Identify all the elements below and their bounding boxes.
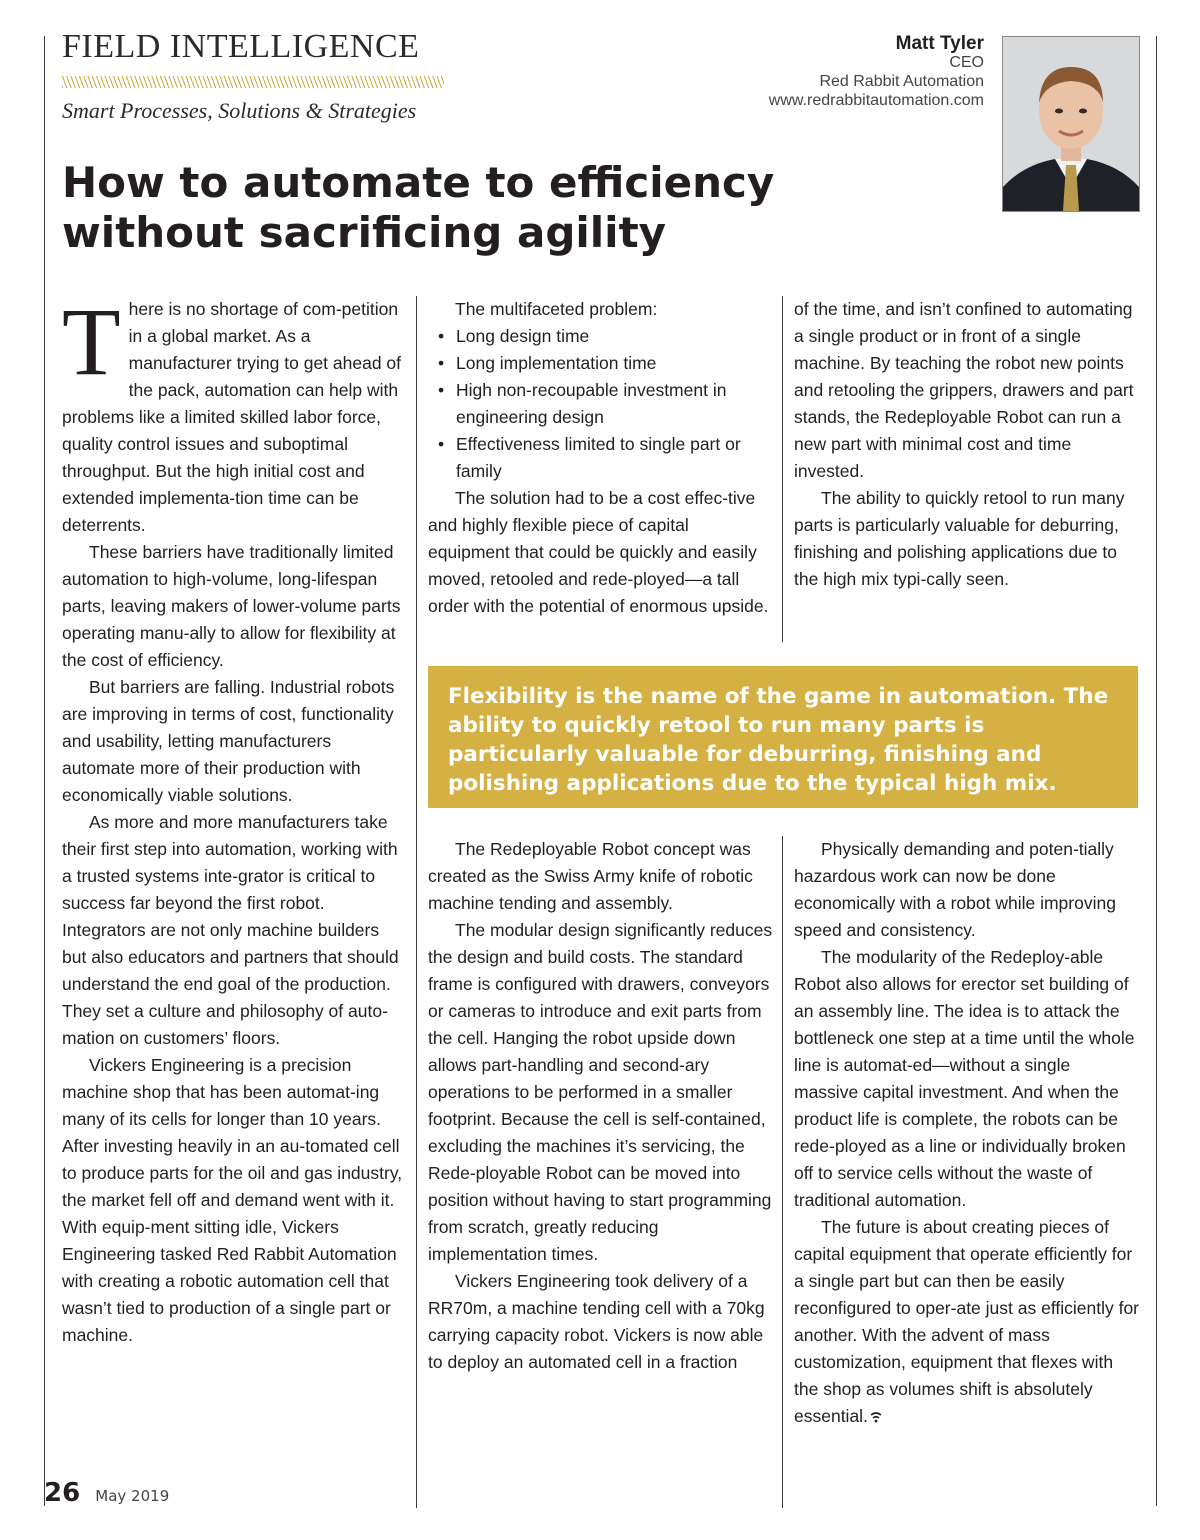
headline-line-1: How to automate to efficiency bbox=[62, 158, 775, 207]
paragraph bbox=[62, 288, 407, 539]
author-title: CEO bbox=[949, 54, 984, 71]
page-right-rule bbox=[1156, 36, 1157, 1506]
department-tagline: Smart Processes, Solutions & Strategies bbox=[62, 98, 417, 123]
author-block bbox=[769, 34, 984, 110]
department-title: FIELD INTELLIGENCE bbox=[62, 28, 420, 65]
article-headline bbox=[62, 158, 862, 258]
paragraph: The solution had to be a cost effec-tive and highly flexible piece of capital equipment that could be quickly and easily moved, retooled and rede-ployed—a tall order with the potential of enormous upside. bbox=[428, 488, 769, 616]
article-column-2-continued bbox=[428, 836, 773, 1376]
end-of-article-icon bbox=[870, 1411, 882, 1423]
author-name: Matt Tyler bbox=[895, 33, 984, 54]
article-column-1 bbox=[62, 288, 407, 1349]
list-intro: The multifaceted problem: bbox=[455, 299, 658, 319]
paragraph: As more and more manufacturers take their first step into automation, working with a trusted systems inte-grator is critical to success far beyond the first robot. Integrators are not only machine builders but also educators and partners that should understand the end goal of the production. They set a culture and philosophy of auto-mation on customers’ floors. bbox=[62, 812, 399, 1048]
article-column-3 bbox=[794, 296, 1139, 593]
page-footer bbox=[44, 1478, 169, 1508]
author-company: Red Rabbit Automation bbox=[819, 73, 984, 90]
column-divider-2-bottom bbox=[782, 836, 783, 1508]
drop-cap: T bbox=[62, 288, 121, 395]
page-left-rule bbox=[44, 36, 45, 1506]
article-column-3-continued bbox=[794, 836, 1139, 1430]
issue-date: May 2019 bbox=[95, 1487, 170, 1505]
headline-line-2: without sacrificing agility bbox=[62, 208, 667, 257]
column-divider-1 bbox=[416, 296, 417, 1508]
list-item: • Effectiveness limited to single part or family bbox=[456, 431, 773, 485]
article-column-2 bbox=[428, 296, 773, 620]
author-photo bbox=[1002, 36, 1140, 212]
paragraph: Physically demanding and poten-tially hazardous work can now be done economically with a robot while improving speed and consistency. bbox=[794, 839, 1116, 940]
column-divider-2-top bbox=[782, 296, 783, 642]
paragraph: Vickers Engineering is a precision machine shop that has been automat-ing many of its cells for longer than 10 years. After investing heavily in an au-tomated cell to produce parts for the oil and gas industry, the market fell off and demand went with it. With equip-ment sitting idle, Vickers Engineering tasked Red Rabbit Automation with creating a robotic automation cell that wasn’t tied to production of a single part or machine. bbox=[62, 1055, 403, 1345]
paragraph: The modularity of the Redeploy-able Robot also allows for erector set building of an assembly line. The idea is to attack the bottleneck one step at a time until the whole line is automat-ed—without a single massive capital investment. And when the product life is complete, the robots can be rede-ployed as a line or individually broken off to service cells without the waste of traditional automation. bbox=[794, 947, 1135, 1210]
pull-quote: Flexibility is the name of the game in automation. The ability to quickly retool to run many parts is particularly valuable for deburring, finishing and polishing applications due to the typical high mix. bbox=[428, 666, 1138, 808]
paragraph: The ability to quickly retool to run many parts is particularly valuable for deburring, finishing and polishing applications due to the high mix typi-cally seen. bbox=[794, 488, 1125, 589]
list-item: • Long implementation time bbox=[456, 350, 773, 377]
page-number: 26 bbox=[44, 1478, 81, 1508]
paragraph: The modular design significantly reduces the design and build costs. The standard frame is configured with drawers, conveyors or cameras to introduce and exit parts from the cell. Hanging the robot upside down allows part-handling and second-ary operations to be performed in a smaller footprint. Because the cell is self-contained, excluding the machines it’s servicing, the Rede-ployable Robot can be moved into position without having to start programming from scratch, greatly reducing implementation times. bbox=[428, 920, 773, 1264]
author-website[interactable]: www.redrabbitautomation.com bbox=[768, 92, 984, 109]
paragraph-text: here is no shortage of com-petition in a global market. As a manufacturer trying to get ahead of the pack, automation can help with problems like a limited skilled labor force, quality control issues and suboptimal throughput. But the high initial cost and extended implementa-tion time can be deterrents. bbox=[62, 299, 402, 535]
paragraph: of the time, and isn’t confined to automating a single product or in front of a single machine. By teaching the robot new points and retooling the grippers, drawers and part stands, the Redeployable Robot can run a new part with minimal cost and time invested. bbox=[794, 299, 1134, 481]
list-item: • Long design time bbox=[456, 323, 773, 350]
author-portrait-illustration bbox=[1003, 37, 1139, 211]
paragraph: But barriers are falling. Industrial robots are improving in terms of cost, functionality and usability, letting manufacturers automate more of their production with economically viable solutions. bbox=[62, 677, 395, 805]
paragraph: Vickers Engineering took delivery of a RR70m, a machine tending cell with a 70kg carrying capacity robot. Vickers is now able to deploy an automated cell in a fraction bbox=[428, 1271, 765, 1372]
list-item: • High non-recoupable investment in engineering design bbox=[456, 377, 773, 431]
decorative-hatch-rule bbox=[62, 76, 444, 88]
paragraph: These barriers have traditionally limited automation to high-volume, long-lifespan parts, leaving makers of lower-volume parts operating manu-ally to allow for flexibility at the cost of efficiency. bbox=[62, 542, 401, 670]
paragraph: The Redeployable Robot concept was created as the Swiss Army knife of robotic machine tending and assembly. bbox=[428, 839, 753, 913]
paragraph: The future is about creating pieces of capital equipment that operate efficiently for a single part but can then be easily reconfigured to oper-ate just as efficiently for another. With the advent of mass customization, equipment that flexes with the shop as volumes shift is absolutely essential. bbox=[794, 1217, 1140, 1426]
problem-list bbox=[428, 323, 773, 485]
